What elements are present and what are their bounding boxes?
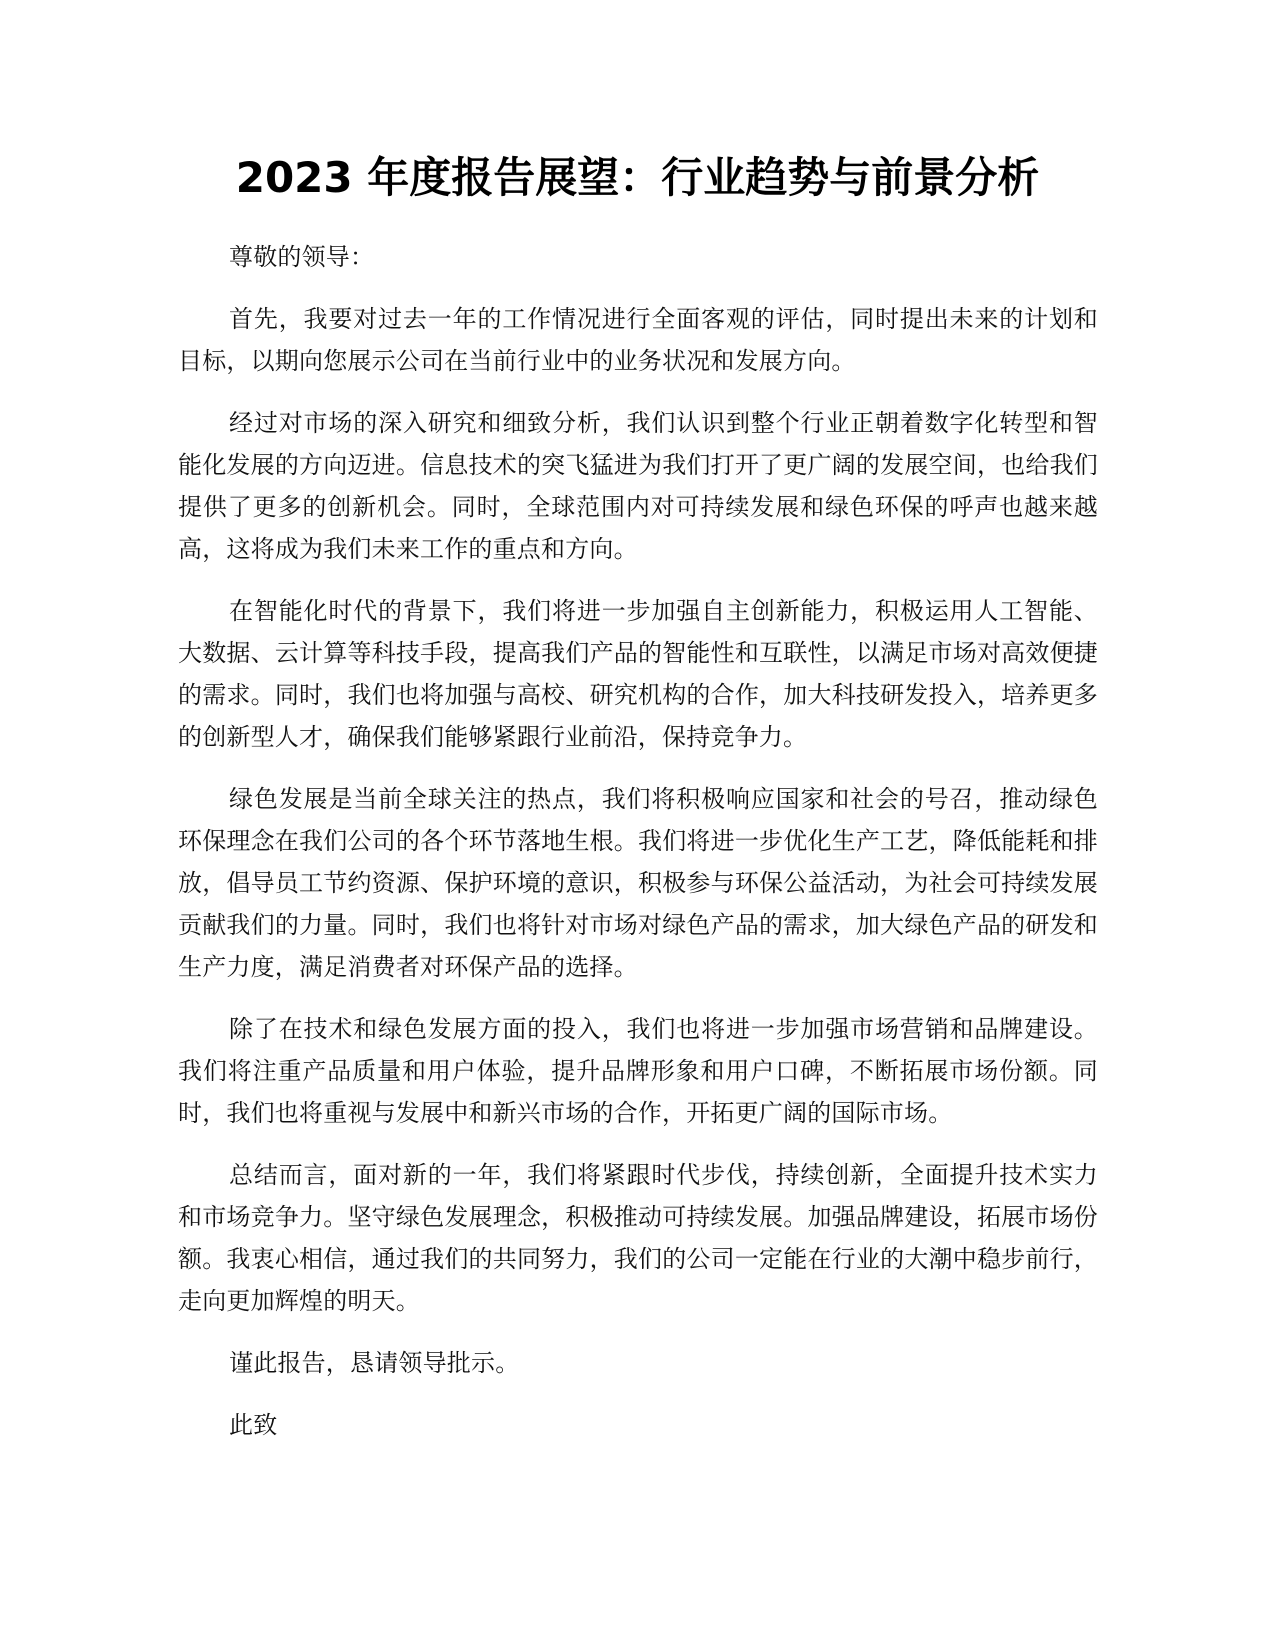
closing-paragraph: 此致 [229,1411,278,1439]
salutation-paragraph: 尊敬的领导： [229,243,375,271]
intro-paragraph: 首先，我要对过去一年的工作情况进行全面客观的评估，同时提出未来的计划和目标，以期向您展示公司在当前行业中的业务状况和发展方向。 [178,305,1098,375]
request-paragraph: 谨此报告，恳请领导批示。 [229,1349,520,1377]
market-analysis-paragraph: 经过对市场的深入研究和细致分析，我们认识到整个行业正朝着数字化转型和智能化发展的方向迈进。信息技术的突飞猛进为我们打开了更广阔的发展空间，也给我们提供了更多的创新机会。同时，全球范围内对可持续发展和绿色环保的呼声也越来越高，这将成为我们未来工作的重点和方向。 [178,409,1098,563]
innovation-paragraph: 在智能化时代的背景下，我们将进一步加强自主创新能力，积极运用人工智能、大数据、云计算等科技手段，提高我们产品的智能性和互联性，以满足市场对高效便捷的需求。同时，我们也将加强与高校、研究机构的合作，加大科技研发投入，培养更多的创新型人才，确保我们能够紧跟行业前沿，保持竞争力。 [178,597,1098,751]
document-title: 2023 年度报告展望：行业趋势与前景分析 [235,153,1040,202]
marketing-brand-paragraph: 除了在技术和绿色发展方面的投入，我们也将进一步加强市场营销和品牌建设。我们将注重产品质量和用户体验，提升品牌形象和用户口碑，不断拓展市场份额。同时，我们也将重视与发展中和新兴市场的合作，开拓更广阔的国际市场。 [178,1015,1098,1127]
green-development-paragraph: 绿色发展是当前全球关注的热点，我们将积极响应国家和社会的号召，推动绿色环保理念在我们公司的各个环节落地生根。我们将进一步优化生产工艺，降低能耗和排放，倡导员工节约资源、保护环境的意识，积极参与环保公益活动，为社会可持续发展贡献我们的力量。同时，我们也将针对市场对绿色产品的需求，加大绿色产品的研发和生产力度，满足消费者对环保产品的选择。 [178,785,1098,981]
document-body [178,236,1098,1466]
summary-paragraph: 总结而言，面对新的一年，我们将紧跟时代步伐，持续创新，全面提升技术实力和市场竞争力。坚守绿色发展理念，积极推动可持续发展。加强品牌建设，拓展市场份额。我衷心相信，通过我们的共同努力，我们的公司一定能在行业的大潮中稳步前行，走向更加辉煌的明天。 [178,1161,1098,1315]
